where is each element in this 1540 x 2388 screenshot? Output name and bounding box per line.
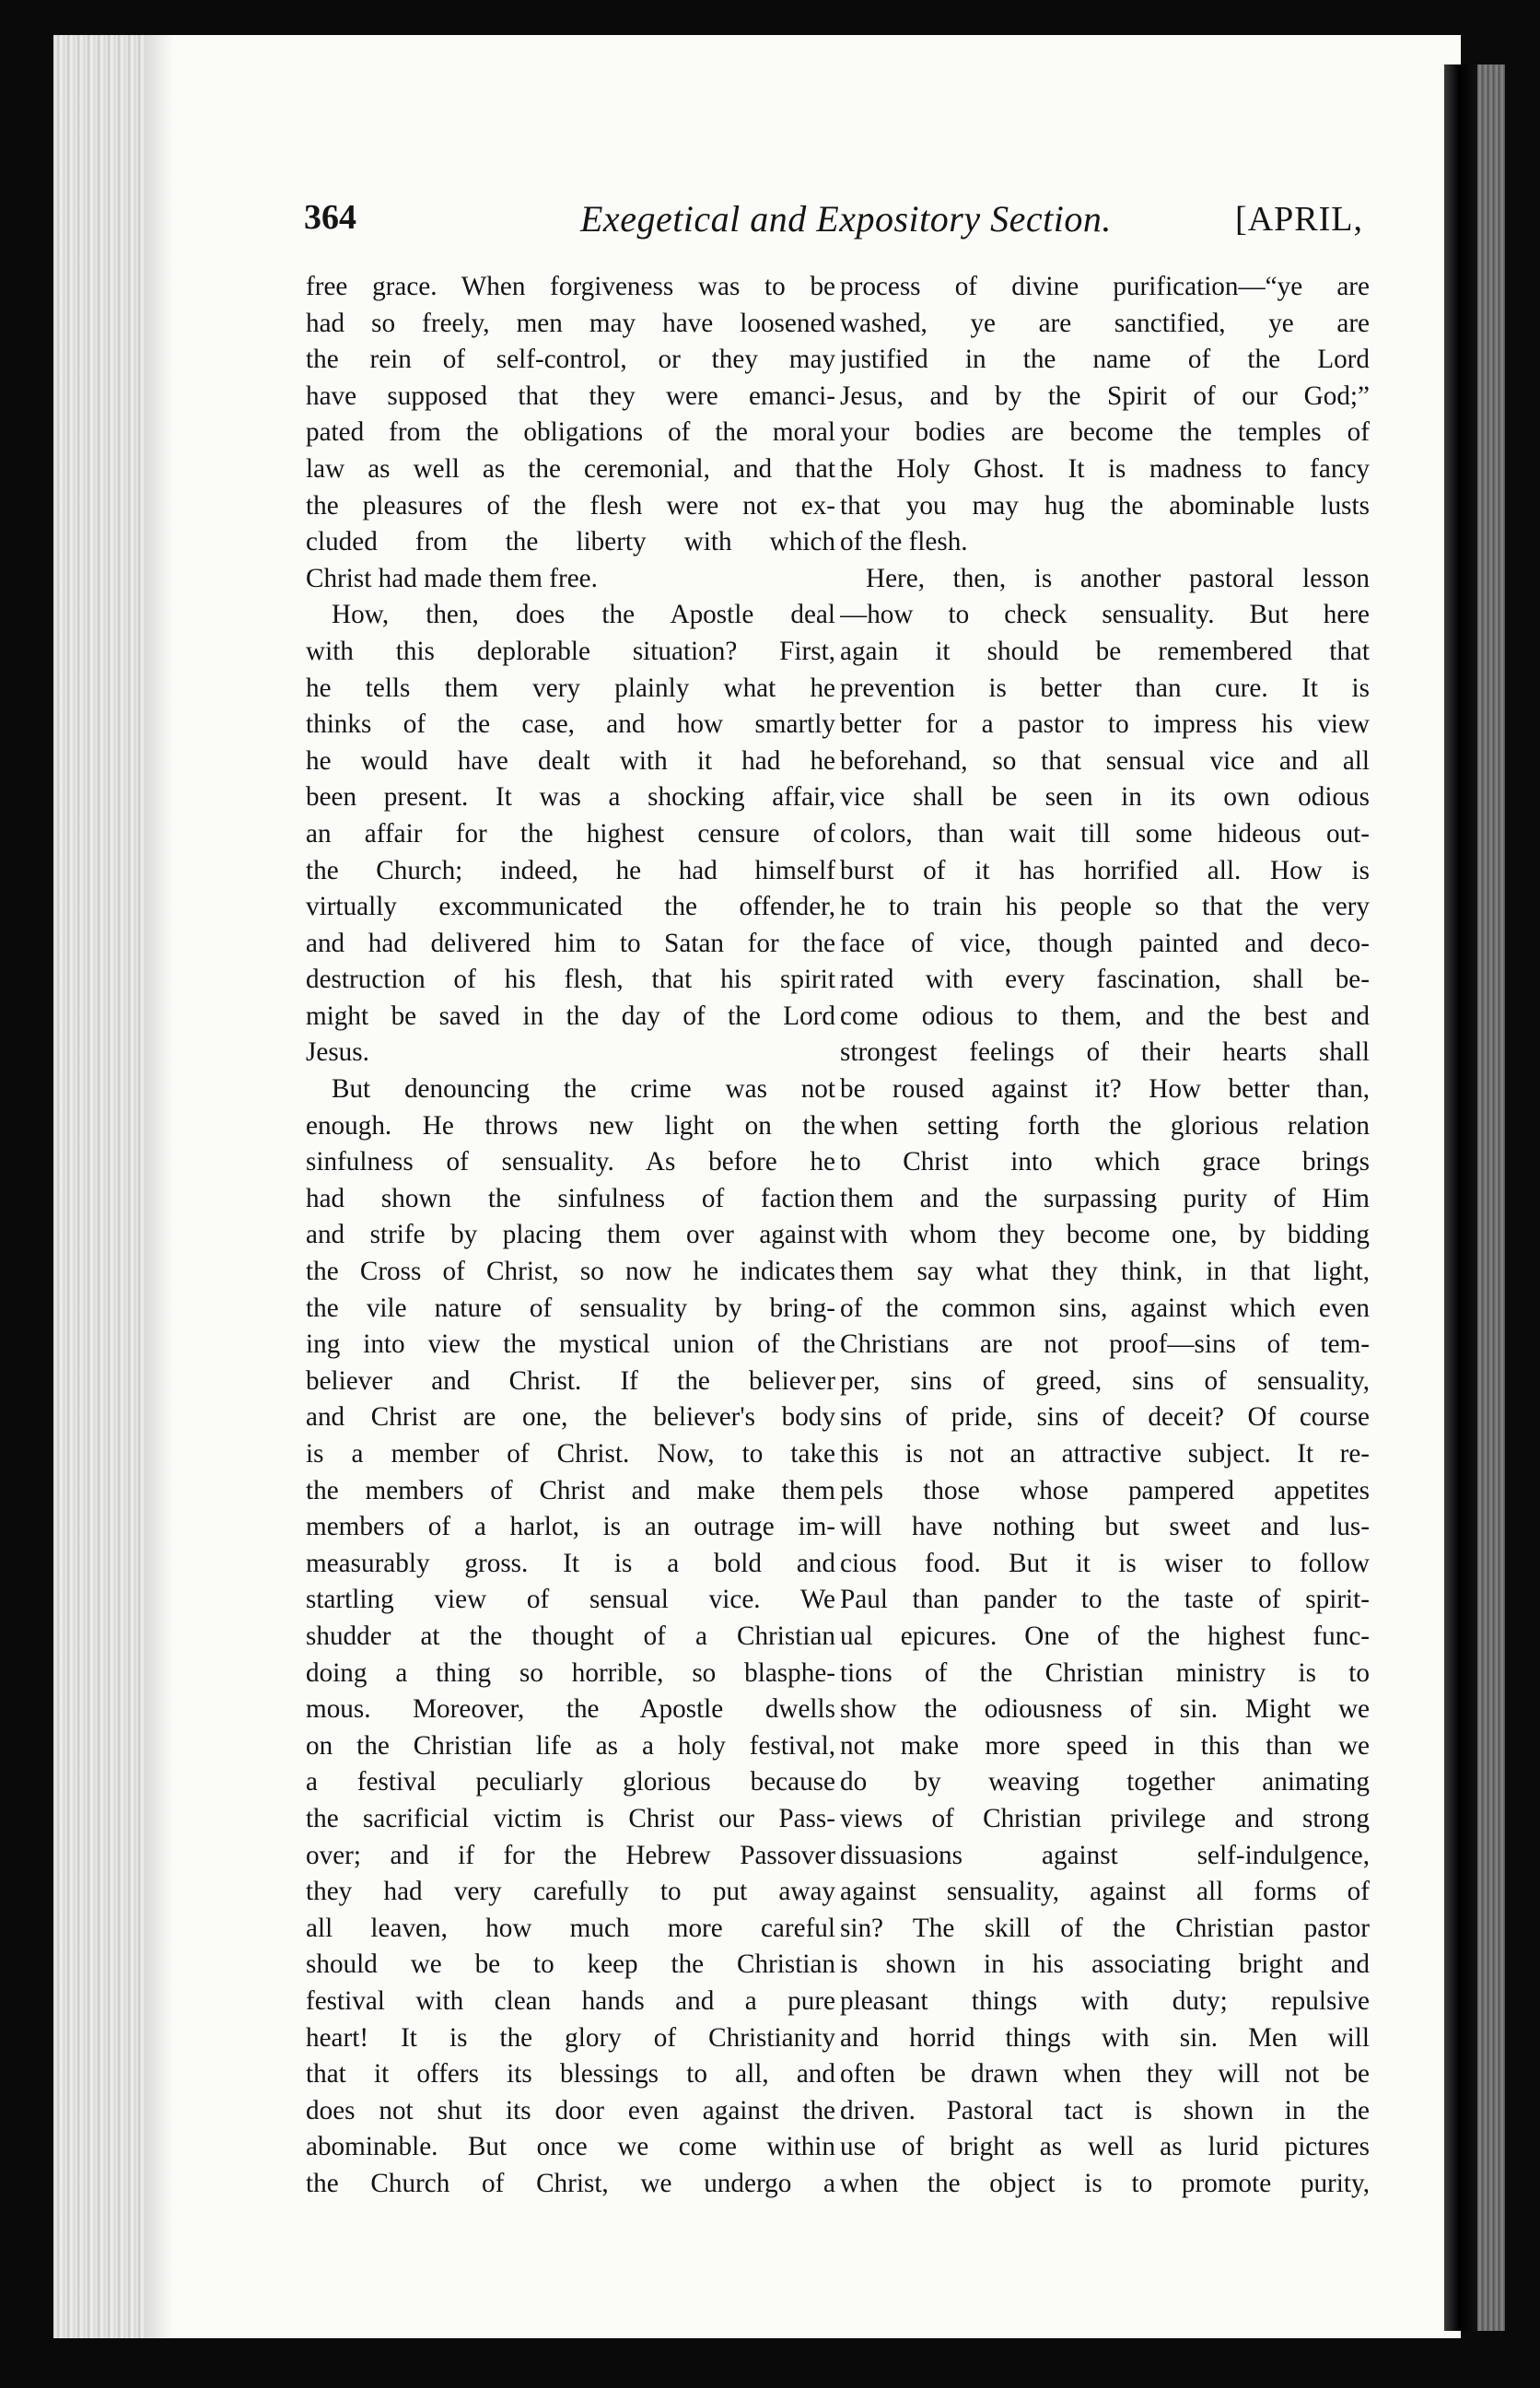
text-line: over; and if for the Hebrew Passover (306, 1840, 835, 1870)
text-line: show the odiousness of sin. Might we (840, 1694, 1370, 1725)
text-line: How, then, does the Apostle deal (332, 600, 835, 630)
page-fold-edge (1477, 64, 1505, 2331)
binding-edge (53, 35, 146, 2338)
text-line: washed, ye are sanctified, ye are (840, 308, 1370, 338)
text-line: use of bright as well as lurid pictures (840, 2132, 1370, 2162)
text-line: against sensuality, against all forms of (840, 1877, 1370, 1907)
text-line: and had delivered him to Satan for the (306, 928, 835, 958)
text-line: cious food. But it is wiser to follow (840, 1548, 1370, 1578)
text-line: ual epicures. One of the highest func- (840, 1621, 1370, 1651)
text-line: this is not an attractive subject. It re- (840, 1439, 1370, 1469)
text-line: Jesus. (306, 1037, 369, 1068)
text-line: the Cross of Christ, so now he indicates (306, 1257, 835, 1287)
text-line: been present. It was a shocking affair, (306, 782, 835, 813)
text-line: is a member of Christ. Now, to take (306, 1439, 835, 1469)
text-line: Christ had made them free. (306, 563, 598, 593)
text-line: free grace. When forgiveness was to be (306, 272, 835, 301)
text-line: of the flesh. (840, 527, 968, 557)
text-line: pleasant things with duty; repulsive (840, 1985, 1370, 2016)
text-line: the Church; indeed, he had himself (306, 855, 835, 885)
text-line: burst of it has horrified all. How is (840, 855, 1370, 885)
text-line: destruction of his flesh, that his spirit (306, 965, 835, 995)
text-line: the sacrificial victim is Christ our Pass- (306, 1803, 835, 1833)
text-line: the vile nature of sensuality by bring- (306, 1293, 835, 1323)
text-line: thinks of the case, and how smartly (306, 709, 835, 740)
text-line: Here, then, is another pastoral lesson (866, 563, 1370, 593)
text-line: startling view of sensual vice. We (306, 1585, 835, 1615)
text-line: again it should be remembered that (840, 636, 1370, 666)
text-line: —how to check sensuality. But here (840, 600, 1370, 630)
text-line: had shown the sinfulness of faction (306, 1183, 835, 1213)
text-line: and strife by placing them over against (306, 1220, 835, 1250)
text-line: that you may hug the abominable lusts (840, 490, 1370, 521)
text-line: them and the surpassing purity of Him (840, 1183, 1370, 1213)
text-line: the rein of self-control, or they may (306, 345, 835, 375)
text-line: enough. He throws new light on the (306, 1110, 835, 1141)
text-line: and Christ are one, the believer's body (306, 1402, 835, 1433)
text-line: driven. Pastoral tact is shown in the (840, 2095, 1370, 2125)
text-line: all leaven, how much more careful (306, 1913, 835, 1943)
text-line: dissuasions against self-indulgence, (840, 1840, 1370, 1870)
text-line: a festival peculiarly glorious because (306, 1767, 835, 1797)
text-line: vice shall be seen in its own odious (840, 782, 1370, 813)
text-line: mous. Moreover, the Apostle dwells (306, 1694, 835, 1725)
text-line: be roused against it? How better than, (840, 1074, 1370, 1105)
text-line: will have nothing but sweet and lus- (840, 1512, 1370, 1542)
text-line: with this deplorable situation? First, (306, 636, 835, 666)
text-line: process of divine purification—“ye are (840, 272, 1370, 301)
text-line: tions of the Christian ministry is to (840, 1657, 1370, 1688)
text-line: come odious to them, and the best and (840, 1001, 1370, 1031)
text-line: sins of pride, sins of deceit? Of course (840, 1402, 1370, 1433)
text-line: virtually excommunicated the offender, (306, 892, 835, 922)
text-line: doing a thing so horrible, so blasphe- (306, 1657, 835, 1688)
left-text-column (306, 269, 835, 2202)
text-line: that it offers its blessings to all, and (306, 2059, 835, 2090)
text-line: and horrid things with sin. Men will (840, 2022, 1370, 2053)
text-line: to Christ into which grace brings (840, 1147, 1370, 1177)
text-line: your bodies are become the temples of (840, 417, 1370, 448)
text-line: face of vice, though painted and deco- (840, 928, 1370, 958)
text-line: shudder at the thought of a Christian (306, 1621, 835, 1651)
text-line: But denouncing the crime was not (332, 1074, 835, 1105)
text-line: the members of Christ and make them (306, 1475, 835, 1505)
text-line: them say what they think, in that light, (840, 1257, 1370, 1287)
text-line: beforehand, so that sensual vice and all (840, 745, 1370, 776)
right-text-column (840, 269, 1370, 2202)
text-line: with whom they become one, by bidding (840, 1220, 1370, 1250)
text-line: pels those whose pampered appetites (840, 1475, 1370, 1505)
text-line: he to train his people so that the very (840, 892, 1370, 922)
text-line: is shown in his associating bright and (840, 1949, 1370, 1980)
text-line: he would have dealt with it had he (306, 745, 835, 776)
text-line: rated with every fascination, shall be- (840, 965, 1370, 995)
text-line: ing into view the mystical union of the (306, 1329, 835, 1360)
text-line: the pleasures of the flesh were not ex- (306, 490, 835, 521)
text-line: the Church of Christ, we undergo a (306, 2168, 835, 2198)
text-line: of the common sins, against which even (840, 1293, 1370, 1323)
text-line: cluded from the liberty with which (306, 527, 835, 557)
running-month: [APRIL, (1235, 200, 1363, 239)
text-line: does not shut its door even against the (306, 2095, 835, 2125)
text-line: prevention is better than cure. It is (840, 673, 1370, 703)
text-line: Paul than pander to the taste of spirit- (840, 1585, 1370, 1615)
text-line: per, sins of greed, sins of sensuality, (840, 1365, 1370, 1396)
text-line: colors, than wait till some hideous out- (840, 818, 1370, 849)
text-line: do by weaving together animating (840, 1767, 1370, 1797)
text-line: often be drawn when they will not be (840, 2059, 1370, 2090)
text-line: believer and Christ. If the believer (306, 1365, 835, 1396)
text-line: Christians are not proof—sins of tem- (840, 1329, 1370, 1360)
text-line: have supposed that they were emanci- (306, 380, 835, 411)
text-line: views of Christian privilege and strong (840, 1803, 1370, 1833)
text-line: heart! It is the glory of Christianity (306, 2022, 835, 2053)
text-line: Jesus, and by the Spirit of our God;” (840, 380, 1370, 411)
page-number: 364 (304, 198, 356, 237)
text-line: festival with clean hands and a pure (306, 1985, 835, 2016)
text-line: not make more speed in this than we (840, 1730, 1370, 1761)
running-title: Exegetical and Expository Section. (580, 198, 1112, 240)
text-line: strongest feelings of their hearts shall (840, 1037, 1370, 1068)
text-line: justified in the name of the Lord (840, 345, 1370, 375)
text-line: better for a pastor to impress his view (840, 709, 1370, 740)
text-line: the Holy Ghost. It is madness to fancy (840, 453, 1370, 484)
text-line: sinfulness of sensuality. As before he (306, 1147, 835, 1177)
text-line: sin? The skill of the Christian pastor (840, 1913, 1370, 1943)
text-line: law as well as the ceremonial, and that (306, 453, 835, 484)
text-line: on the Christian life as a holy festival, (306, 1730, 835, 1761)
text-line: when the object is to promote purity, (840, 2168, 1370, 2198)
text-line: an affair for the highest censure of (306, 818, 835, 849)
text-line: pated from the obligations of the moral (306, 417, 835, 448)
binding-shadow (146, 35, 173, 2338)
text-line: abominable. But once we come within (306, 2132, 835, 2162)
text-line: they had very carefully to put away (306, 1877, 835, 1907)
text-line: had so freely, men may have loosened (306, 308, 835, 338)
text-line: when setting forth the glorious relation (840, 1110, 1370, 1141)
text-line: members of a harlot, is an outrage im- (306, 1512, 835, 1542)
text-line: he tells them very plainly what he (306, 673, 835, 703)
page-fold-shadow (1444, 64, 1477, 2331)
text-line: should we be to keep the Christian (306, 1949, 835, 1980)
text-line: might be saved in the day of the Lord (306, 1001, 835, 1031)
text-line: measurably gross. It is a bold and (306, 1548, 835, 1578)
running-header (304, 190, 1363, 254)
